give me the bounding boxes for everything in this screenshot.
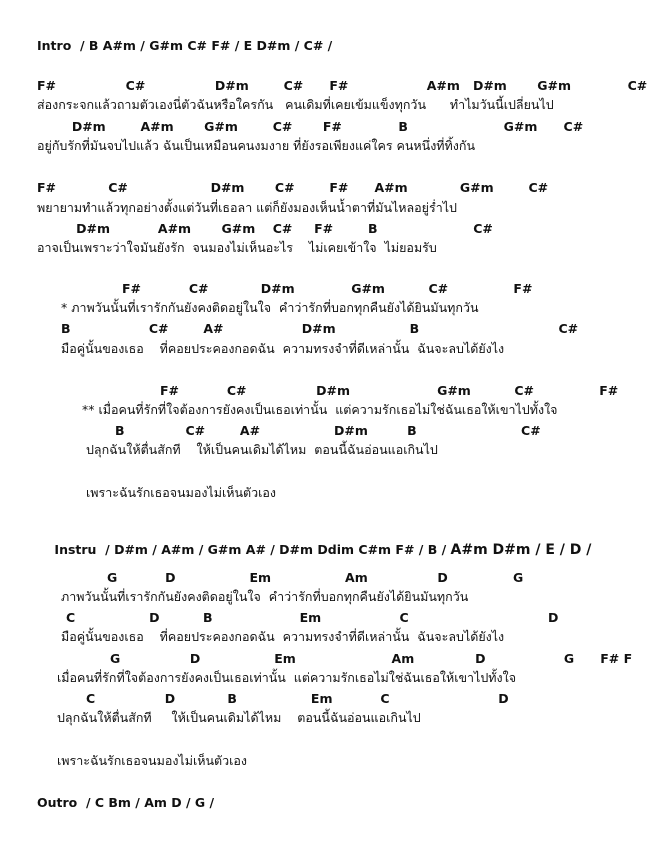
chord-line: B C# A# D#m B C# [115, 423, 541, 438]
lyric-line: * ภาพวันนั้นที่เรารักกันยังคงติดอยู่ในใจ คำว่ารักที่บอกทุกคืนยังได้ยินมันทุกวัน [61, 300, 479, 315]
intro-line: Intro / B A#m / G#m C# F# / E D#m / C# / [37, 38, 333, 53]
lyric-line: เมื่อคนที่รักที่ใจต้องการยังคงเป็นเธอเท่านั้น แต่ความรักเธอไม่ใช่ฉันเธอให้เขาไปทั้งใจ [57, 670, 517, 685]
chord-line: G D Em Am D G [107, 570, 524, 585]
lyric-line: เพราะฉันรักเธอจนมองไม่เห็นตัวเอง [86, 485, 277, 500]
instru-chords-large: A#m D#m / E / D / [450, 541, 592, 558]
chord-line: F# C# D#m G#m C# F# [122, 281, 533, 296]
chord-line: D#m A#m G#m C# F# B G#m C# [37, 119, 584, 134]
lyric-line: มือคู่นั้นของเธอ ที่คอยประคองกอดฉัน ความทรงจำที่ดีเหล่านั้น ฉันจะลบได้ยังไง [61, 341, 505, 356]
lyric-line: ** เมื่อคนที่รักที่ใจต้องการยังคงเป็นเธอเท่านั้น แต่ความรักเธอไม่ใช่ฉันเธอให้เขาไปทั้งใจ [82, 402, 558, 417]
chord-line: B C# A# D#m B C# [61, 321, 579, 336]
lyric-line: อยู่กับรักที่มันจบไปแล้ว ฉันเป็นเหมือนคนงมงาย ที่ยังรอเพียงแค่ใคร คนหนึ่งที่ทิ้งกัน [37, 138, 476, 153]
chord-line: F# C# D#m G#m C# F# [160, 383, 619, 398]
outro-line: Outro / C Bm / Am D / G / [37, 795, 215, 810]
instru-chords: Instru / D#m / A#m / G#m A# / D#m Ddim C#m F# / B / [54, 541, 451, 557]
chord-line: D#m A#m G#m C# F# B C# [37, 221, 493, 236]
lyric-line: ส่องกระจกแล้วถามตัวเองนี่ตัวฉันหรือใครกัน คนเดิมที่เคยเข้มแข็งทุกวัน ทำไมวันนี้เปลี่ยนไป [37, 97, 554, 112]
instru-line [37, 530, 591, 569]
lyric-line: ปลุกฉันให้ตื่นสักที ให้เป็นคนเดิมได้ไหม ตอนนี้ฉันอ่อนแอเกินไป [57, 710, 421, 725]
chord-line: G D Em Am D G F# F [110, 651, 633, 666]
lyric-line: มือคู่นั้นของเธอ ที่คอยประคองกอดฉัน ความทรงจำที่ดีเหล่านั้น ฉันจะลบได้ยังไง [61, 629, 505, 644]
lyric-line: พยายามทำแล้วทุกอย่างตั้งแต่วันที่เธอลา แต่ก็ยังมองเห็นน้ำตาที่มันไหลอยู่ร่ำไป [37, 200, 457, 215]
lyric-line: ปลุกฉันให้ตื่นสักที ให้เป็นคนเดิมได้ไหม ตอนนี้ฉันอ่อนแอเกินไป [86, 442, 438, 457]
lyric-line: เพราะฉันรักเธอจนมองไม่เห็นตัวเอง [57, 753, 248, 768]
chord-line: F# C# D#m C# F# A#m D#m G#m C# [37, 78, 648, 93]
chord-line: C D B Em C D [66, 610, 559, 625]
lyric-line: ภาพวันนั้นที่เรารักกันยังคงติดอยู่ในใจ คำว่ารักที่บอกทุกคืนยังได้ยินมันทุกวัน [61, 589, 469, 604]
chord-line: C D B Em C D [86, 691, 509, 706]
chord-line: F# C# D#m C# F# A#m G#m C# [37, 180, 549, 195]
lyric-line: อาจเป็นเพราะว่าใจมันยังรัก จนมองไม่เห็นอะไร ไม่เคยเข้าใจ ไม่ยอมรับ [37, 240, 437, 255]
